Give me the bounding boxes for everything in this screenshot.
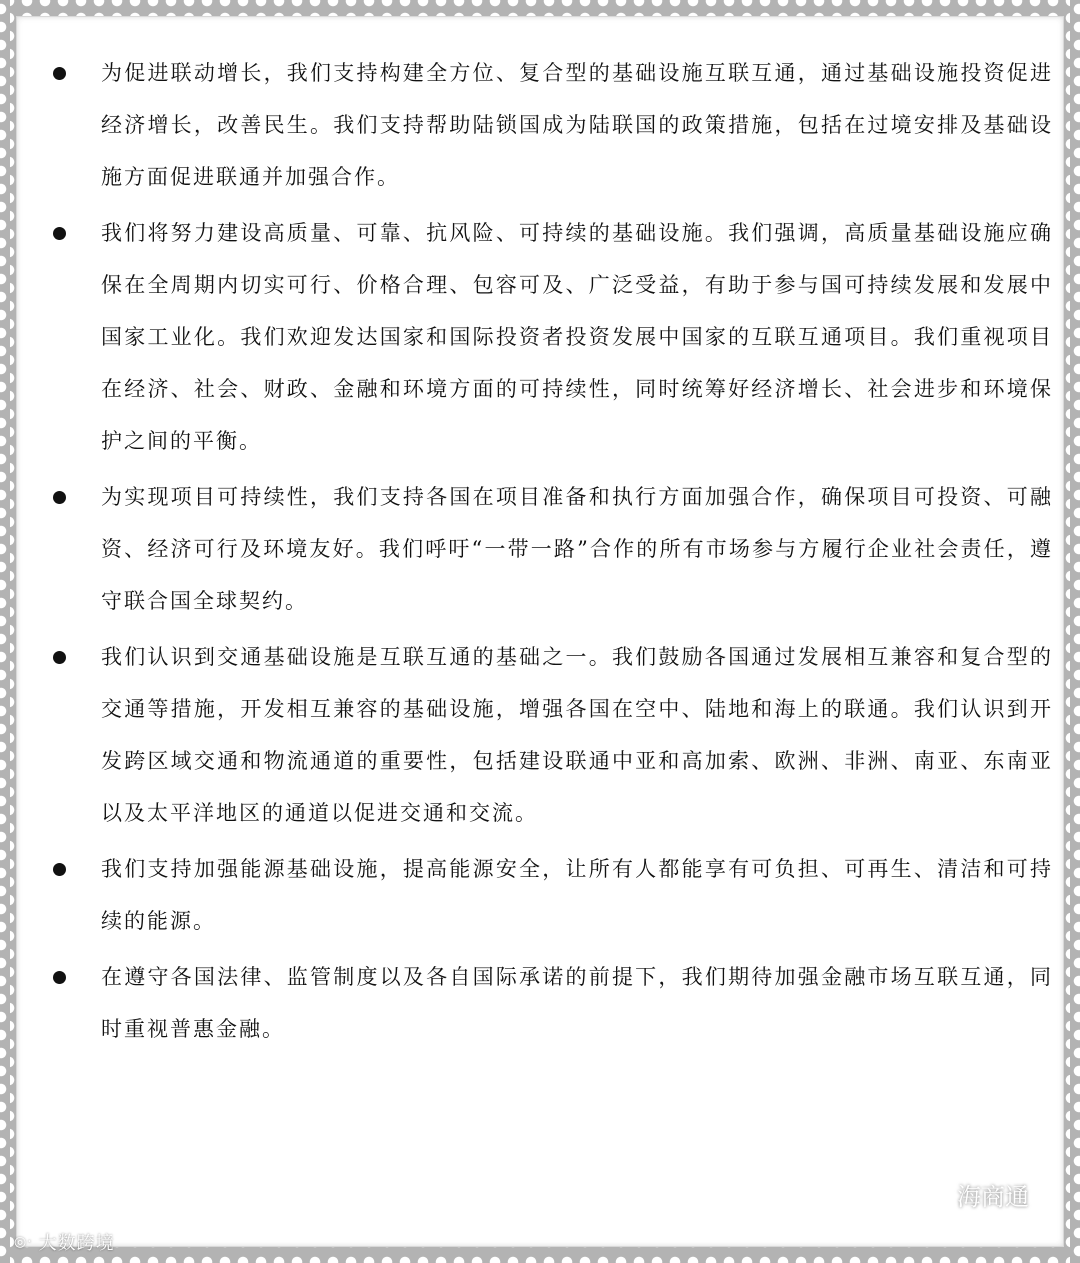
bullet-text: 为促进联动增长，我们支持构建全方位、复合型的基础设施互联互通，通过基础设施投资促进经济增长，改善民生。我们支持帮助陆锁国成为陆联国的政策措施，包括在过境安排及基础设施方面促进联通并加强合作。 [101,61,1053,189]
watermark-right [913,1177,1029,1212]
content-panel [16,16,1064,1247]
perforation-left [0,0,10,1263]
perforation-top [0,0,1080,10]
bullet-dot-icon [53,971,66,984]
bullet-dot-icon [53,863,66,876]
bullet-text: 我们认识到交通基础设施是互联互通的基础之一。我们鼓励各国通过发展相互兼容和复合型的交通等措施，开发相互兼容的基础设施，增强各国在空中、陆地和海上的联通。我们认识到开发跨区域交通和物流通道的重要性，包括建设联通中亚和高加索、欧洲、非洲、南亚、东南亚以及太平洋地区的通道以促进交通和交流。 [101,645,1053,825]
bullet-item [53,47,1053,203]
perforation-bottom [0,1253,1080,1263]
watermark-left-text: 大数跨境 [38,1233,115,1254]
bullet-item [53,843,1053,947]
bullet-text: 为实现项目可持续性，我们支持各国在项目准备和执行方面加强合作，确保项目可投资、可融资、经济可行及环境友好。我们呼吁“一带一路”合作的所有市场参与方履行企业社会责任，遵守联合国全球契约。 [101,485,1053,613]
camera-icon: ◎· [14,1234,33,1250]
bullet-text: 我们支持加强能源基础设施，提高能源安全，让所有人都能享有可负担、可再生、清洁和可持续的能源。 [101,857,1053,933]
bullet-dot-icon [53,491,66,504]
bullet-dot-icon [53,227,66,240]
bullet-item [53,951,1053,1055]
watermark-right-text: 海商通 [957,1183,1029,1211]
bullet-dot-icon [53,651,66,664]
bullet-item [53,471,1053,627]
perforation-right [1070,0,1080,1263]
bullet-dot-icon [53,67,66,80]
watermark-left [14,1229,115,1255]
bullet-text: 我们将努力建设高质量、可靠、抗风险、可持续的基础设施。我们强调，高质量基础设施应确保在全周期内切实可行、价格合理、包容可及、广泛受益，有助于参与国可持续发展和发展中国家工业化。我们欢迎发达国家和国际投资者投资发展中国家的互联互通项目。我们重视项目在经济、社会、财政、金融和环境方面的可持续性，同时统筹好经济增长、社会进步和环境保护之间的平衡。 [101,221,1053,453]
bullet-list [53,47,1053,1059]
bullet-text: 在遵守各国法律、监管制度以及各自国际承诺的前提下，我们期待加强金融市场互联互通，同时重视普惠金融。 [101,965,1053,1041]
bullet-item [53,631,1053,839]
bullet-item [53,207,1053,467]
wechat-icon [913,1181,949,1209]
